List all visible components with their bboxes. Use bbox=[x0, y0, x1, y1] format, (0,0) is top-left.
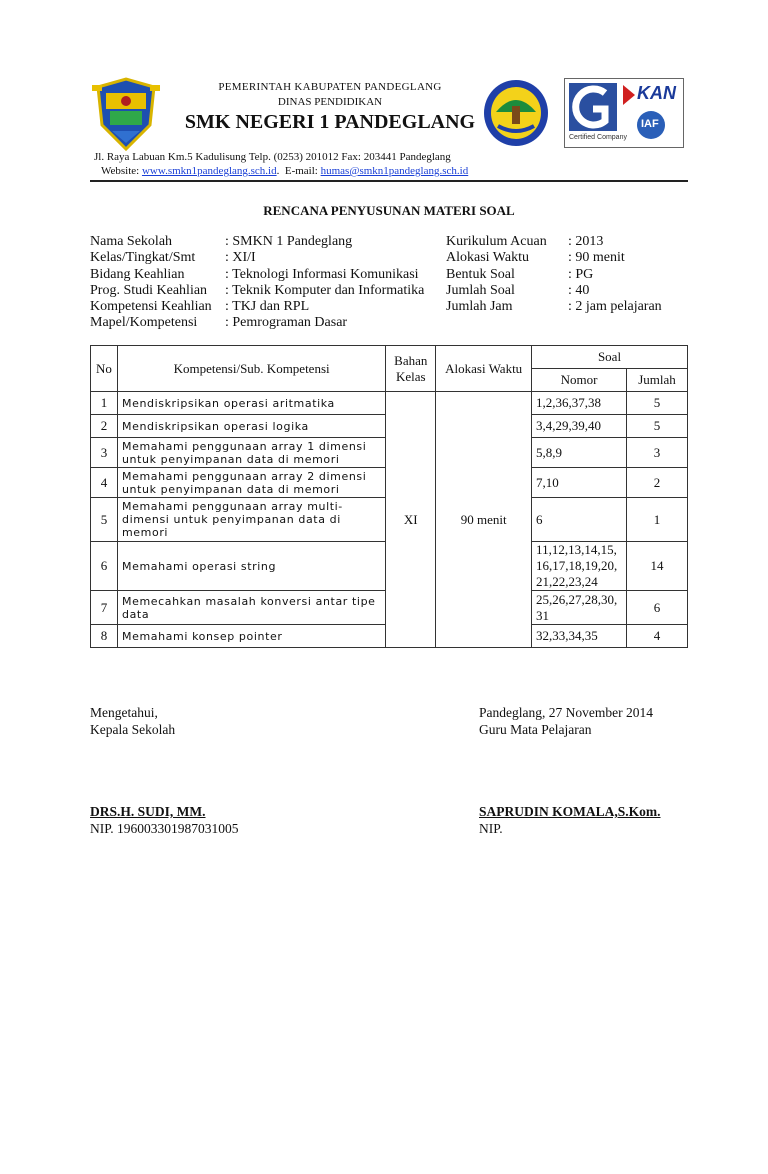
info-label: Bentuk Soal bbox=[446, 266, 515, 282]
row-kompetensi: Mendiskripsikan operasi aritmatika bbox=[117, 392, 385, 415]
info-label: Nama Sekolah bbox=[90, 234, 173, 249]
row-no: 6 bbox=[91, 542, 118, 591]
info-label: Alokasi Waktu bbox=[446, 250, 529, 266]
left-acknowledge: Mengetahui, bbox=[90, 705, 158, 720]
row-kompetensi: Memecahkan masalah konversi antar tipe data bbox=[117, 591, 385, 625]
row-jumlah: 6 bbox=[627, 591, 688, 625]
row-no: 1 bbox=[91, 392, 118, 415]
row-nomor: 1,2,36,37,38 bbox=[532, 392, 627, 415]
right-place-date: Pandeglang, 27 November 2014 bbox=[479, 705, 653, 720]
row-jumlah: 1 bbox=[627, 498, 688, 542]
row-nomor: 6 bbox=[532, 498, 627, 542]
info-value: : PG bbox=[568, 266, 594, 282]
info-label: Prog. Studi Keahlian bbox=[90, 282, 208, 298]
info-label: Kelas/Tingkat/Smt bbox=[90, 250, 196, 266]
signature-right-block bbox=[479, 704, 653, 738]
row-kompetensi: Memahami penggunaan array 2 dimensi untuk penyimpanan data di memori bbox=[117, 468, 385, 498]
info-left-labels bbox=[90, 234, 230, 332]
info-value: : 2013 bbox=[568, 234, 604, 249]
principal-nip: NIP. 196003301987031005 bbox=[90, 821, 239, 836]
iaf-logo-text: IAF bbox=[641, 118, 659, 130]
row-nomor: 25,26,27,28,30, 31 bbox=[532, 591, 627, 625]
header-divider bbox=[90, 180, 688, 182]
row-no: 3 bbox=[91, 438, 118, 468]
info-value: : SMKN 1 Pandeglang bbox=[225, 234, 353, 249]
government-name: PEMERINTAH KABUPATEN PANDEGLANG bbox=[218, 81, 442, 93]
left-role: Kepala Sekolah bbox=[90, 722, 176, 737]
info-value: : 2 jam pelajaran bbox=[568, 299, 662, 315]
info-right-values bbox=[568, 234, 688, 315]
signature-right-name-block bbox=[479, 803, 661, 837]
email-label: E-mail: bbox=[284, 165, 318, 177]
info-value: : Pemrograman Dasar bbox=[225, 315, 348, 331]
info-value: : XI/I bbox=[225, 250, 256, 266]
row-jumlah: 5 bbox=[627, 415, 688, 438]
row-no: 5 bbox=[91, 498, 118, 542]
row-nomor: 32,33,34,35 bbox=[532, 625, 627, 648]
info-value: : TKJ dan RPL bbox=[225, 299, 310, 315]
certification-logos bbox=[564, 78, 684, 148]
row-no: 4 bbox=[91, 468, 118, 498]
email-link[interactable]: humas@smkn1pandeglang.sch.id bbox=[320, 165, 469, 177]
row-kompetensi: Memahami operasi string bbox=[117, 542, 385, 591]
teacher-name: SAPRUDIN KOMALA,S.Kom. bbox=[479, 804, 661, 819]
document-title: RENCANA PENYUSUNAN MATERI SOAL bbox=[263, 203, 515, 218]
row-kompetensi: Memahami penggunaan array multi-dimensi untuk penyimpanan data di memori bbox=[117, 498, 385, 542]
row-jumlah: 14 bbox=[627, 542, 688, 591]
signature-left-name-block bbox=[90, 803, 239, 837]
header-no: No bbox=[91, 346, 118, 392]
header-nomor: Nomor bbox=[532, 369, 627, 392]
row-kompetensi: Mendiskripsikan operasi logika bbox=[117, 415, 385, 438]
kan-logo-text: KAN bbox=[637, 83, 676, 103]
teacher-nip: NIP. bbox=[479, 821, 503, 836]
header-bahan-kelas: Bahan Kelas bbox=[386, 346, 436, 392]
question-distribution-table bbox=[90, 345, 688, 648]
info-label: Mapel/Kompetensi bbox=[90, 315, 198, 331]
contact-line: Website: www.smkn1pandeglang.sch.id. E-mail: humas@smkn1pandeglang.sch.id bbox=[101, 165, 469, 177]
info-label: Bidang Keahlian bbox=[90, 266, 185, 282]
info-label: Jumlah Soal bbox=[446, 282, 515, 298]
school-logo bbox=[482, 78, 550, 148]
info-label: Kurikulum Acuan bbox=[446, 234, 547, 249]
website-link[interactable]: www.smkn1pandeglang.sch.id bbox=[141, 165, 277, 177]
row-nomor: 11,12,13,14,15, 16,17,18,19,20, 21,22,23,24 bbox=[532, 542, 627, 591]
header-soal: Soal bbox=[532, 346, 688, 369]
alokasi-value: 90 menit bbox=[436, 392, 532, 648]
row-jumlah: 2 bbox=[627, 468, 688, 498]
row-nomor: 3,4,29,39,40 bbox=[532, 415, 627, 438]
row-jumlah: 3 bbox=[627, 438, 688, 468]
header-alokasi: Alokasi Waktu bbox=[436, 346, 532, 392]
info-label: Jumlah Jam bbox=[446, 299, 513, 315]
signature-left-block bbox=[90, 704, 175, 738]
row-nomor: 7,10 bbox=[532, 468, 627, 498]
bahan-kelas-value: XI bbox=[386, 392, 436, 648]
info-value: : 40 bbox=[568, 282, 590, 298]
info-label: Kompetensi Keahlian bbox=[90, 299, 212, 315]
department-name: DINAS PENDIDIKAN bbox=[277, 96, 383, 108]
regency-emblem bbox=[92, 77, 160, 153]
website-label: Website: bbox=[101, 165, 140, 177]
school-address: Jl. Raya Labuan Km.5 Kadulisung Telp. (0253) 201012 Fax: 203441 Pandeglang bbox=[94, 151, 451, 163]
info-left-values bbox=[225, 234, 450, 332]
certified-text: Certified Company bbox=[569, 134, 627, 141]
row-nomor: 5,8,9 bbox=[532, 438, 627, 468]
row-jumlah: 4 bbox=[627, 625, 688, 648]
header-kompetensi: Kompetensi/Sub. Kompetensi bbox=[117, 346, 385, 392]
table-row bbox=[91, 392, 688, 415]
header-jumlah: Jumlah bbox=[627, 369, 688, 392]
info-right-labels bbox=[446, 234, 571, 315]
row-no: 2 bbox=[91, 415, 118, 438]
principal-name: DRS.H. SUDI, MM. bbox=[90, 804, 206, 819]
school-name: SMK NEGERI 1 PANDEGLANG bbox=[184, 111, 476, 133]
info-value: : Teknik Komputer dan Informatika bbox=[225, 282, 425, 298]
row-kompetensi: Memahami konsep pointer bbox=[117, 625, 385, 648]
row-kompetensi: Memahami penggunaan array 1 dimensi untuk penyimpanan data di memori bbox=[117, 438, 385, 468]
info-value: : Teknologi Informasi Komunikasi bbox=[225, 266, 419, 282]
row-no: 8 bbox=[91, 625, 118, 648]
row-jumlah: 5 bbox=[627, 392, 688, 415]
right-role: Guru Mata Pelajaran bbox=[479, 722, 592, 737]
info-value: : 90 menit bbox=[568, 250, 625, 266]
row-no: 7 bbox=[91, 591, 118, 625]
